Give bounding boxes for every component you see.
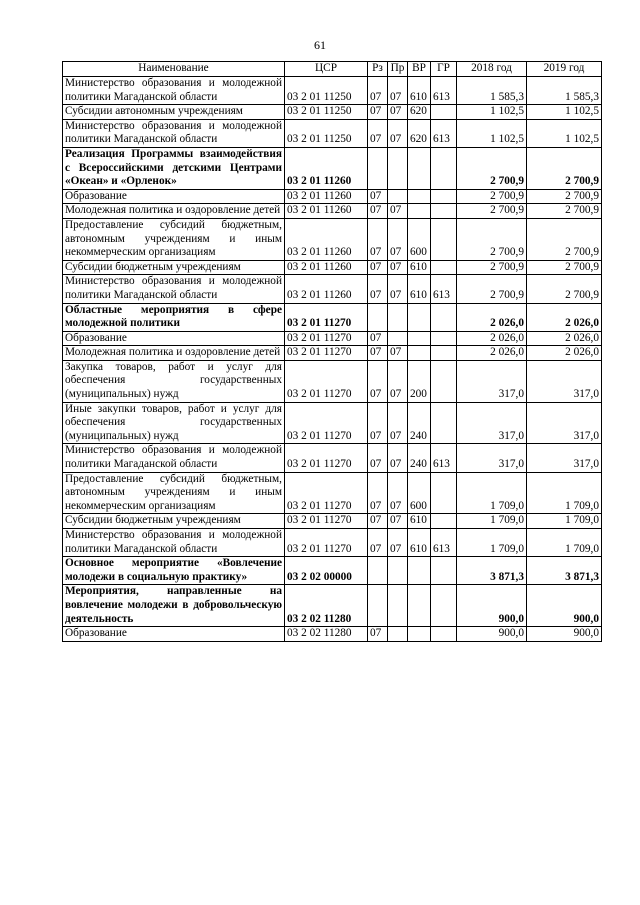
row-gr [431,472,457,514]
row-pr: 07 [388,275,408,303]
row-rz: 07 [368,360,388,402]
row-value-2018: 2 026,0 [457,346,527,361]
row-value-2019: 317,0 [527,360,602,402]
row-name: Образование [63,627,285,642]
row-rz: 07 [368,119,388,147]
header-vr: ВР [408,62,431,77]
row-csr: 03 2 01 11270 [285,402,368,444]
row-rz: 07 [368,105,388,120]
row-value-2019: 2 026,0 [527,331,602,346]
row-gr [431,147,457,189]
row-pr: 07 [388,260,408,275]
row-value-2019: 2 700,9 [527,204,602,219]
row-value-2018: 900,0 [457,627,527,642]
row-value-2019: 1 102,5 [527,119,602,147]
row-name: Иные закупки товаров, работ и услуг для обеспечения государственных (муниципальных) нужд [63,402,285,444]
row-value-2018: 2 700,9 [457,218,527,260]
page-number: 61 [314,38,326,52]
row-rz: 07 [368,627,388,642]
row-csr: 03 2 01 11260 [285,275,368,303]
row-value-2018: 2 700,9 [457,204,527,219]
row-pr: 07 [388,218,408,260]
header-pr: Пр [388,62,408,77]
row-vr: 610 [408,529,431,557]
table-row [63,147,602,189]
header-rz: Рз [368,62,388,77]
row-name: Областные мероприятия в сфере молодежной политики [63,303,285,331]
row-vr: 200 [408,360,431,402]
row-value-2018: 2 700,9 [457,147,527,189]
row-rz: 07 [368,260,388,275]
row-value-2018: 317,0 [457,444,527,472]
row-csr: 03 2 01 11260 [285,218,368,260]
row-pr [388,557,408,585]
table-row [63,275,602,303]
row-vr: 600 [408,472,431,514]
row-gr: 613 [431,275,457,303]
row-vr: 610 [408,77,431,105]
row-vr [408,557,431,585]
row-name: Мероприятия, направленные на вовлечение молодежи в добровольческую деятельность [63,585,285,627]
row-vr [408,204,431,219]
row-csr: 03 2 01 11260 [285,189,368,204]
row-csr: 03 2 02 00000 [285,557,368,585]
row-gr [431,360,457,402]
table-row [63,514,602,529]
row-pr: 07 [388,360,408,402]
row-rz: 07 [368,189,388,204]
row-gr [431,204,457,219]
row-value-2018: 2 026,0 [457,303,527,331]
row-rz [368,147,388,189]
row-pr: 07 [388,444,408,472]
row-rz [368,303,388,331]
row-value-2019: 1 585,3 [527,77,602,105]
row-value-2019: 1 709,0 [527,514,602,529]
row-vr [408,627,431,642]
table-body [63,77,602,642]
row-vr: 620 [408,105,431,120]
table-row [63,346,602,361]
row-csr: 03 2 01 11270 [285,346,368,361]
row-value-2018: 1 709,0 [457,514,527,529]
table-row [63,119,602,147]
row-csr: 03 2 01 11270 [285,514,368,529]
table-row [63,557,602,585]
header-year-2019: 2019 год [527,62,602,77]
row-name: Молодежная политика и оздоровление детей [63,346,285,361]
row-pr [388,627,408,642]
row-pr [388,189,408,204]
row-gr [431,260,457,275]
header-row [63,62,602,77]
table-row [63,331,602,346]
row-value-2018: 1 102,5 [457,119,527,147]
header-gr: ГР [431,62,457,77]
row-vr: 610 [408,514,431,529]
row-pr: 07 [388,514,408,529]
row-pr [388,585,408,627]
row-value-2019: 3 871,3 [527,557,602,585]
row-rz: 07 [368,275,388,303]
row-gr [431,402,457,444]
row-value-2018: 2 700,9 [457,189,527,204]
row-name: Предоставление субсидий бюджетным, автономным учреждениям и иным некоммерческим организациям [63,472,285,514]
row-vr [408,585,431,627]
row-gr [431,557,457,585]
row-csr: 03 2 01 11260 [285,260,368,275]
row-rz: 07 [368,472,388,514]
row-value-2019: 2 700,9 [527,260,602,275]
row-vr: 240 [408,402,431,444]
row-csr: 03 2 01 11250 [285,105,368,120]
row-value-2018: 3 871,3 [457,557,527,585]
table-row [63,105,602,120]
row-csr: 03 2 02 11280 [285,627,368,642]
row-rz: 07 [368,514,388,529]
row-csr: 03 2 01 11270 [285,472,368,514]
row-name: Субсидии бюджетным учреждениям [63,514,285,529]
row-name: Образование [63,189,285,204]
row-csr: 03 2 01 11270 [285,360,368,402]
row-vr [408,303,431,331]
table-row [63,77,602,105]
row-value-2019: 2 026,0 [527,303,602,331]
header-year-2018: 2018 год [457,62,527,77]
row-value-2018: 2 700,9 [457,260,527,275]
row-gr: 613 [431,119,457,147]
row-csr: 03 2 02 11280 [285,585,368,627]
table-row [63,627,602,642]
row-value-2018: 2 700,9 [457,275,527,303]
row-vr: 620 [408,119,431,147]
row-vr [408,189,431,204]
row-gr: 613 [431,77,457,105]
row-vr [408,331,431,346]
row-vr [408,346,431,361]
row-value-2018: 1 102,5 [457,105,527,120]
row-name: Субсидии бюджетным учреждениям [63,260,285,275]
row-pr [388,331,408,346]
row-csr: 03 2 01 11250 [285,77,368,105]
row-gr [431,627,457,642]
row-value-2018: 2 026,0 [457,331,527,346]
row-name: Закупка товаров, работ и услуг для обеспечения государственных (муниципальных) нужд [63,360,285,402]
row-rz: 07 [368,529,388,557]
table-row [63,189,602,204]
row-value-2019: 1 709,0 [527,472,602,514]
row-name: Предоставление субсидий бюджетным, автономным учреждениям и иным некоммерческим организациям [63,218,285,260]
row-value-2019: 2 700,9 [527,189,602,204]
row-csr: 03 2 01 11250 [285,119,368,147]
row-gr: 613 [431,444,457,472]
row-pr [388,147,408,189]
row-gr [431,218,457,260]
row-vr: 610 [408,275,431,303]
row-gr [431,303,457,331]
row-name: Министерство образования и молодежной политики Магаданской области [63,275,285,303]
row-vr [408,147,431,189]
row-csr: 03 2 01 11260 [285,204,368,219]
row-name: Субсидии автономным учреждениям [63,105,285,120]
row-value-2019: 2 700,9 [527,147,602,189]
table-row [63,402,602,444]
row-csr: 03 2 01 11270 [285,529,368,557]
row-pr: 07 [388,204,408,219]
row-value-2019: 900,0 [527,585,602,627]
row-rz: 07 [368,218,388,260]
row-csr: 03 2 01 11270 [285,303,368,331]
row-rz [368,557,388,585]
row-name: Образование [63,331,285,346]
row-vr: 240 [408,444,431,472]
row-value-2019: 2 700,9 [527,218,602,260]
row-rz: 07 [368,402,388,444]
table-row [63,218,602,260]
row-name: Реализация Программы взаимодействия с Всероссийскими детскими Центрами «Океан» и «Орленок» [63,147,285,189]
row-value-2019: 1 709,0 [527,529,602,557]
row-vr: 610 [408,260,431,275]
row-name: Министерство образования и молодежной политики Магаданской области [63,529,285,557]
row-value-2019: 1 102,5 [527,105,602,120]
table-row [63,529,602,557]
row-pr: 07 [388,346,408,361]
row-gr [431,331,457,346]
row-gr: 613 [431,529,457,557]
row-value-2018: 1 709,0 [457,529,527,557]
row-pr: 07 [388,105,408,120]
row-value-2019: 900,0 [527,627,602,642]
row-value-2018: 1 709,0 [457,472,527,514]
row-name: Молодежная политика и оздоровление детей [63,204,285,219]
row-value-2018: 317,0 [457,402,527,444]
row-pr: 07 [388,529,408,557]
header-name: Наименование [63,62,285,77]
row-csr: 03 2 01 11260 [285,147,368,189]
row-name: Основное мероприятие «Вовлечение молодежи в социальную практику» [63,557,285,585]
row-value-2018: 317,0 [457,360,527,402]
row-csr: 03 2 01 11270 [285,331,368,346]
row-gr [431,514,457,529]
row-pr [388,303,408,331]
row-pr: 07 [388,472,408,514]
row-value-2018: 1 585,3 [457,77,527,105]
row-value-2019: 2 700,9 [527,275,602,303]
header-csr: ЦСР [285,62,368,77]
row-value-2019: 2 026,0 [527,346,602,361]
row-value-2019: 317,0 [527,444,602,472]
row-rz: 07 [368,444,388,472]
row-value-2019: 317,0 [527,402,602,444]
table-row [63,360,602,402]
table-row [63,260,602,275]
row-pr: 07 [388,119,408,147]
table-row [63,204,602,219]
table-row [63,444,602,472]
row-rz: 07 [368,77,388,105]
row-vr: 600 [408,218,431,260]
row-name: Министерство образования и молодежной политики Магаданской области [63,444,285,472]
row-name: Министерство образования и молодежной политики Магаданской области [63,77,285,105]
row-gr [431,189,457,204]
row-value-2018: 900,0 [457,585,527,627]
table-row [63,303,602,331]
row-rz [368,585,388,627]
budget-table [62,61,602,642]
table-row [63,472,602,514]
row-name: Министерство образования и молодежной политики Магаданской области [63,119,285,147]
row-rz: 07 [368,331,388,346]
row-csr: 03 2 01 11270 [285,444,368,472]
row-rz: 07 [368,346,388,361]
row-gr [431,346,457,361]
row-pr: 07 [388,77,408,105]
table-row [63,585,602,627]
row-gr [431,585,457,627]
row-gr [431,105,457,120]
row-rz: 07 [368,204,388,219]
row-pr: 07 [388,402,408,444]
